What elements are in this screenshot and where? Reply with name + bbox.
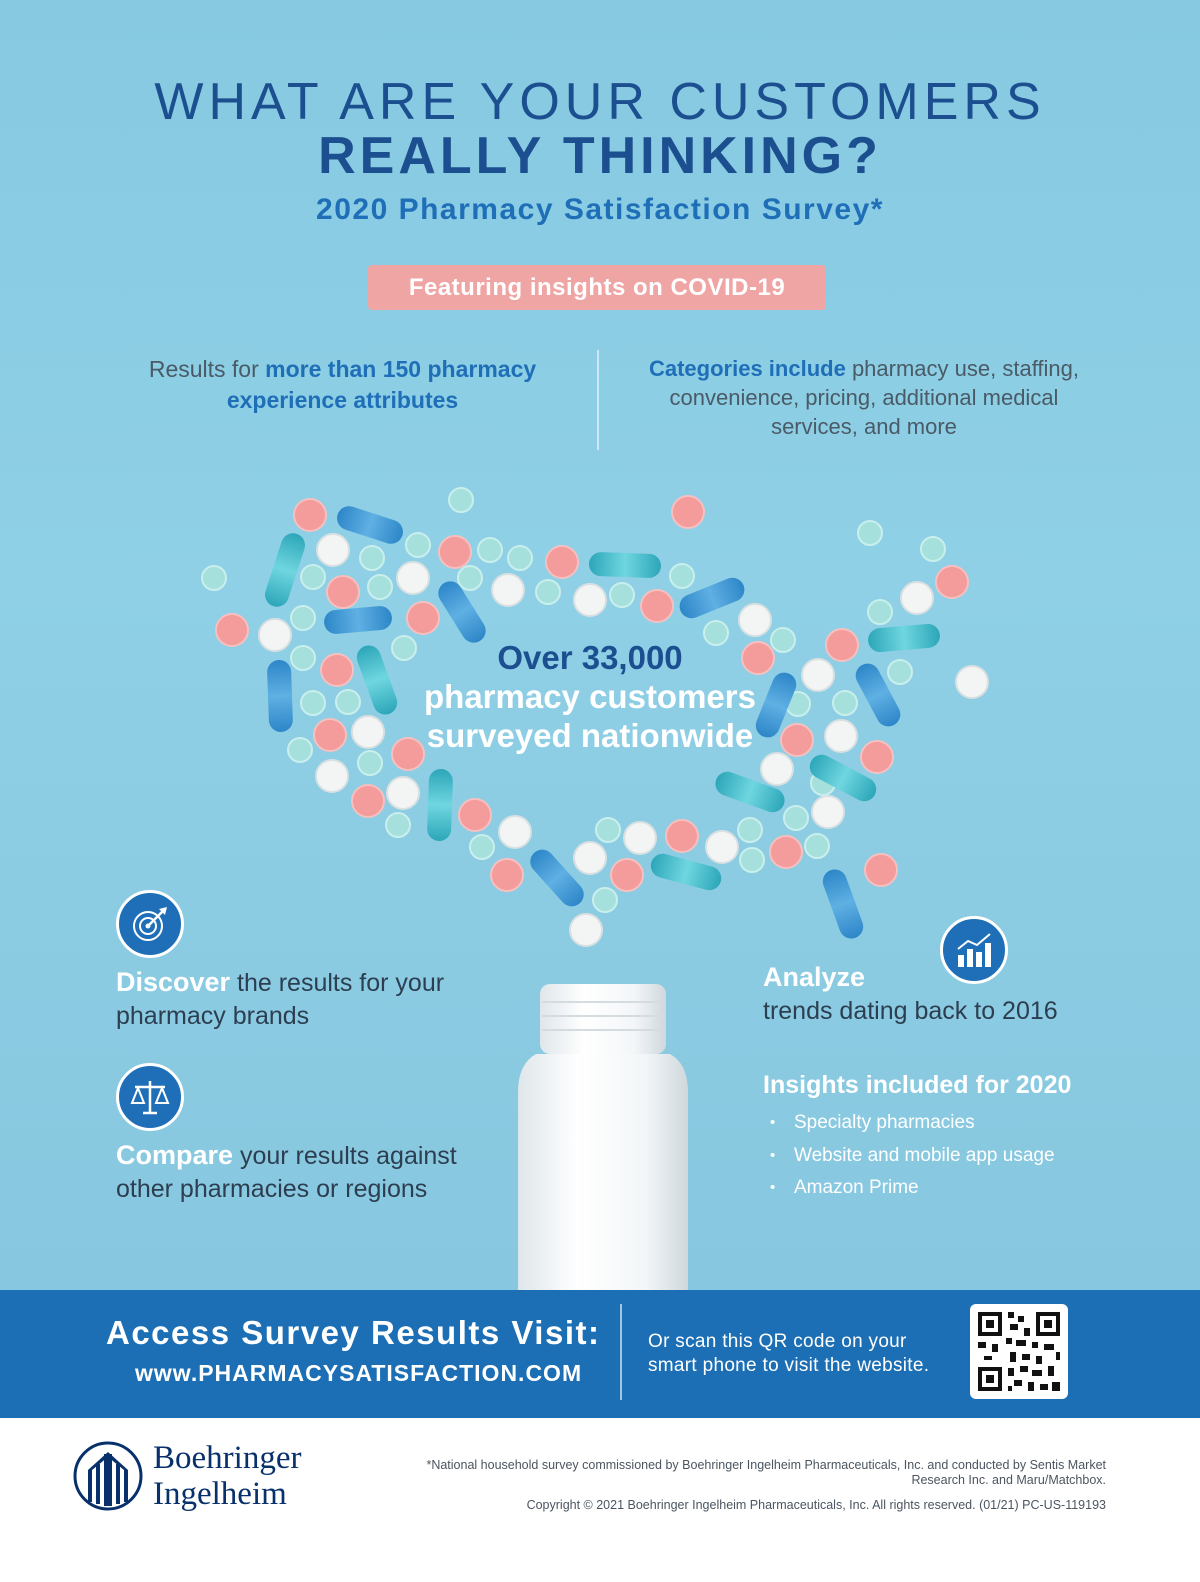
categories-stat: [636, 354, 1092, 441]
compare-title: Compare: [116, 1140, 234, 1170]
compare-feature: [116, 1139, 476, 1206]
insights-item: • Amazon Prime: [770, 1172, 1055, 1205]
customers-count: Over 33,000: [497, 639, 683, 676]
banner-divider: [620, 1304, 622, 1400]
scales-icon: [116, 1063, 184, 1131]
headline-line-1: WHAT ARE YOUR CUSTOMERS: [154, 73, 1046, 131]
boehringer-logo-icon: [72, 1440, 144, 1512]
categories-text: pharmacy use, staffing, convenience, pricing, additional medical services, and more: [669, 356, 1079, 439]
insights-title: Insights included for 2020: [763, 1071, 1072, 1099]
logo-line-1: Boehringer: [153, 1440, 302, 1476]
headline-line-2: REALLY THINKING?: [318, 127, 882, 185]
survey-footnote: *National household survey commissioned by Boehringer Ingelheim Pharmaceuticals, Inc. and conducted by Sentis Market Research Inc. and Maru/Matchbox.: [426, 1458, 1106, 1487]
pill-bottle-illustration: [514, 982, 692, 1290]
footer: [0, 1418, 1200, 1582]
insights-item: • Website and mobile app usage: [770, 1140, 1055, 1173]
discover-feature: [116, 966, 476, 1033]
analyze-feature: [763, 962, 1123, 1028]
attributes-prefix: Results for: [148, 356, 266, 382]
stats-divider: [597, 350, 599, 450]
attributes-stat: [130, 354, 555, 416]
target-icon: [116, 890, 184, 958]
covid-badge: Featuring insights on COVID-19: [368, 265, 826, 310]
discover-title: Discover: [116, 967, 231, 997]
discover-text: the results for your pharmacy brands: [116, 969, 445, 1030]
qr-instructions: Or scan this QR code on your smart phone to visit the website.: [648, 1331, 930, 1376]
analyze-text: trends dating back to 2016: [763, 997, 1058, 1025]
attributes-highlight: more than 150 pharmacy experience attributes: [226, 356, 537, 413]
company-logo-text: [153, 1440, 301, 1512]
access-banner: [0, 1290, 1200, 1418]
insights-item: • Specialty pharmacies: [770, 1107, 1055, 1140]
copyright: Copyright © 2021 Boehringer Ingelheim Pharmaceuticals, Inc. All rights reserved. (01/21) PC-US-119193: [526, 1498, 1106, 1512]
compare-text: your results against other pharmacies or regions: [116, 1142, 457, 1203]
categories-highlight: Categories include: [648, 356, 846, 381]
analyze-title: Analyze: [763, 962, 866, 992]
survey-subtitle: 2020 Pharmacy Satisfaction Survey*: [316, 193, 884, 226]
customers-text: pharmacy customers surveyed nationwide: [424, 678, 756, 754]
insights-list: [770, 1107, 1055, 1205]
survey-website-link[interactable]: www.PHARMACYSATISFACTION.COM: [135, 1360, 583, 1386]
customers-surveyed-stat: [420, 638, 760, 755]
qr-code-icon[interactable]: [970, 1304, 1068, 1399]
logo-line-2: Ingelheim: [153, 1476, 287, 1512]
banner-title: Access Survey Results Visit:: [106, 1314, 601, 1351]
qr-code-graphic: [970, 1304, 1068, 1399]
